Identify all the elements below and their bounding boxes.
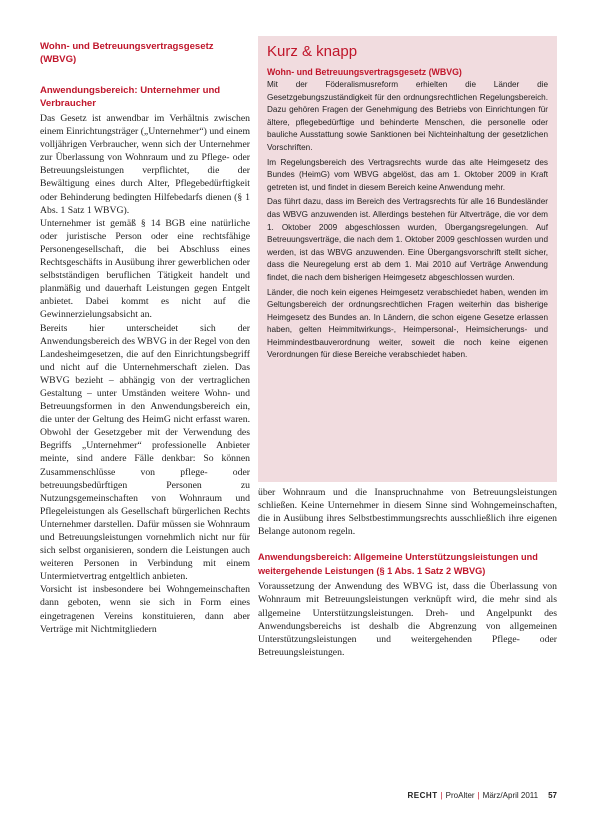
right-subheading: Anwendungsbereich: Allgemeine Unterstützungsleistungen und weitergehende Leistungen (§ 1 Abs. 1 Satz 2 WBVG) [258,552,538,576]
left-paragraph: Das Gesetz ist anwendbar im Verhältnis zwischen einem Einrichtungsträger („Unternehmer“) und einem volljährigen Verbraucher, wenn sich der Unternehmer zur Überlassung von Wohnraum und zu Pflege- oder Betreuungsleistungen verpflichtet, die der Bewältigung eines durch Alter, Pflegebedürftigkeit oder Behinderung bedingten Hilfebedarfs dienen (§ 1 Abs. 1 Satz 1 WBVG). [40,113,250,216]
footer-magazine: ProAlter [445,791,475,800]
summary-box-title: Kurz & knapp [267,43,358,60]
page-footer [360,791,557,800]
page-number: 57 [548,791,557,800]
left-paragraph: Vorsicht ist insbesondere bei Wohngemeinschaften dann geboten, wenn sie sich in Form eines eingetragenen Vereins konstituieren, dann aber Verträge mit Nichtmitgliedern [40,584,250,635]
footer-separator: | [440,791,443,800]
summary-box-paragraph: Länder, die noch kein eigenes Heimgesetz verabschiedet haben, wenden im Geltungsbereich der ordnungsrechtlichen Fragen weiterhin das bisherige Heimgesetz des Bundes an. In Ländern, die schon eigene Gesetze erlassen haben, gelten Heimmitwirkungs-, Heimpersonal-, Heimsicherungs- und Heimmindestbauverordnung weiter, soweit die noch keine eigenen Verordnungen für diese Bereiche verabschiedet haben. [267,287,548,360]
right-continuation-paragraph: über Wohnraum und die Inanspruchnahme von Betreuungsleistungen schließen. Keine Unternehmer in diesem Sinne sind Wohngemeinschaften, die in Ausübung ihres Selbstbestimmungsrechts ausschließlich ihre eigenen Belange autonom regeln. [258,487,557,538]
left-paragraph: Unternehmer ist gemäß § 14 BGB eine natürliche oder juristische Person oder eine rechtsfähige Personengesellschaft, die bei Abschluss eines Rechtsgeschäfts in Ausübung ihrer gewerblichen oder selbstständigen beruflichen Tätigkeit handelt und planmäßig und dauerhaft Leistungen gegen Entgelt anbietet. Dabei kommt es nicht auf die Gewinnerzielungsabsicht an. [40,217,250,321]
summary-box-paragraph: Im Regelungsbereich des Vertragsrechts wurde das alte Heimgesetz des Bundes (HeimG) vom WBVG abgelöst, das am 1. Oktober 2009 in Kraft getreten ist, und findet in diesem Bereich keine Anwendung mehr. [267,157,548,192]
left-subheading: Anwendungsbereich: Unternehmer und Verbraucher [40,85,221,109]
right-paragraph: Voraussetzung der Anwendung des WBVG ist, dass die Überlassung von Wohnraum mit Betreuungsleistungen verknüpft wird, die mehr sind als allgemeine Unterstützungsleistungen. Dreh- und Angelpunkt des Anwendungsbereichs ist deshalb die Abgrenzung von allgemeinen Unterstützungsleistungen und weitergehenden Pflege- oder Betreuungsleistungen. [258,581,557,658]
summary-box-paragraph: Das führt dazu, dass im Bereich des Vertragsrechts für alle 16 Bundesländer das WBVG anzuwenden ist. Allerdings bestehen für Altverträge, die vor dem 1. Oktober 2009 abgeschlossen wurden, Übergangsregelungen. Auf Betreuungsverträge, die nach dem 1. Oktober 2009 geschlossen wurden und werden, ist das WBVG anzuwenden. Eine Übergangsvorschrift stellt sicher, dass die Neuregelung erst ab dem 1. Mai 2010 auf Verträge Anwendung findet, die nach dem bisherigen Heimgesetz abgeschlossen wurden. [267,197,548,282]
summary-box-heading: Wohn- und Betreuungsvertragsgesetz (WBVG) [267,67,462,77]
left-heading: Wohn- und Betreuungsvertragsgesetz (WBVG) [40,41,214,65]
footer-separator: | [477,791,480,800]
summary-box [258,36,557,482]
left-paragraph: Bereits hier unterscheidet sich der Anwendungsbereich des WBVG in der Regel von den Landesheimgesetzen, die auf den Einrichtungsbegriff und nicht auf die Unternehmerschaft zielen. Das WBVG bezieht – abhängig von der vertraglichen Gestaltung – unter Umständen weitere Wohn- und Betreuungsformen in den Anwendungsbereich ein, die unter der Geltung des HeimG nicht erfasst waren. Obwohl der Gesetzgeber mit der Verwendung des Begriffs „Unternehmer“ professionelle Anbieter meinte, sind andere Fälle denkbar: So können Zusammenschlüsse von pflege- oder betreuungsbedürftigen Personen zu Nutzungsgemeinschaften von Wohnraum und Pflegeleistungen als Gesellschaft bürgerlichen Rechts Unternehmer darstellen. Dafür müssen sie Wohnraum und Betreuungsleistungen vornehmlich nicht nur für sich selbst organisieren, sondern die Leistungen auch weiteren Personen in Verbindung mit einem Untermietvertrag entgeltlich anbieten. [40,322,250,583]
footer-section: RECHT [407,791,438,800]
left-column [40,40,250,636]
footer-issue: März/April 2011 [482,791,539,800]
right-column [258,486,557,659]
summary-box-paragraph: Mit der Föderalismusreform erhielten die Länder die Gesetzgebungszuständigkeit für den ordnungsrechtlichen Regelungsbereich. Dazu gehören Fragen der Genehmigung des Betriebs von Einrichtungen für ältere, pflegebedürftige und behinderte Menschen, die personelle oder bauliche Ausstattung sowie Sanktionen bei Nichteinhaltung der gesetzlichen Vorschriften. [267,80,548,152]
